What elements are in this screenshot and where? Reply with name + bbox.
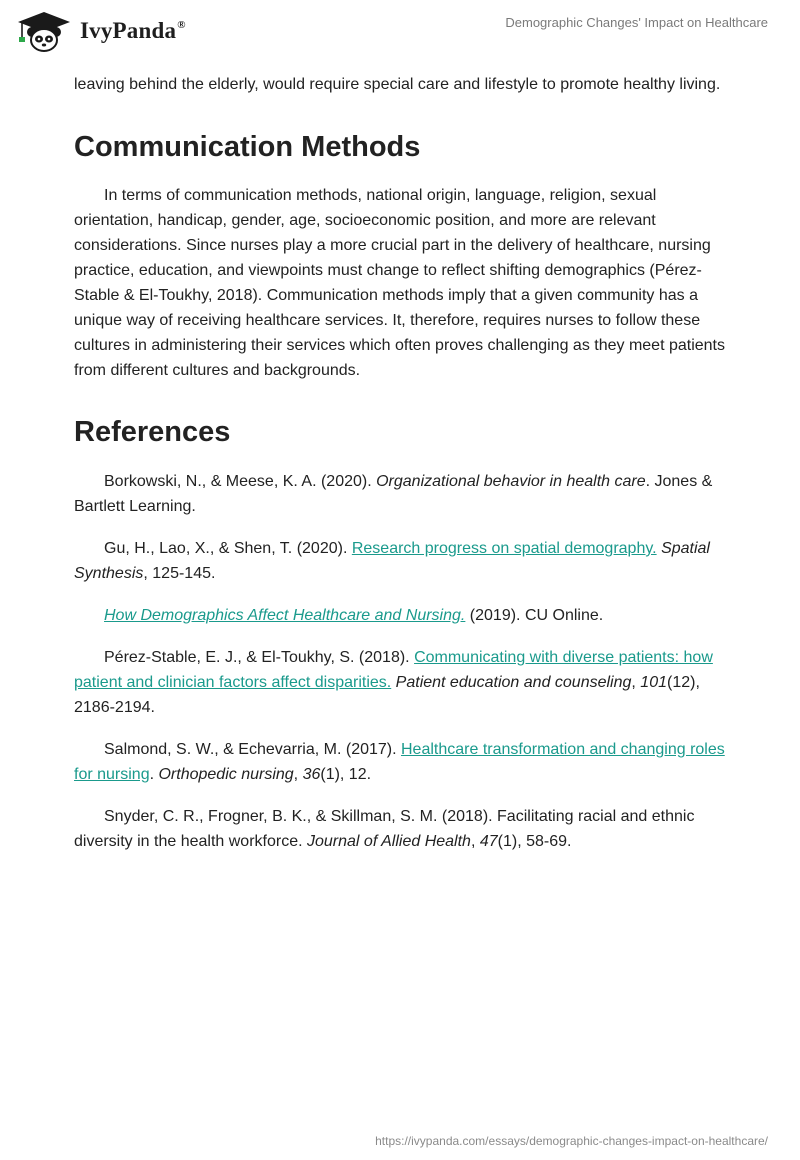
reference-item: Pérez-Stable, E. J., & El-Toukhy, S. (2018). Communicating with diverse patients: how patient and clinician factors affect disparities. Patient education and counseling, 101(12), 2186-2194. <box>74 649 713 716</box>
continuation-paragraph: leaving behind the elderly, would require special care and lifestyle to promote healthy living. <box>74 76 721 93</box>
reference-link[interactable]: How Demographics Affect Healthcare and Nursing. <box>104 607 466 624</box>
essay-content <box>74 72 726 871</box>
reference-item: Borkowski, N., & Meese, K. A. (2020). Organizational behavior in health care. Jones & Bartlett Learning. <box>74 473 713 515</box>
page-header <box>0 0 800 70</box>
references-heading: References <box>74 416 231 448</box>
panda-graduate-icon <box>14 10 74 52</box>
footer-url[interactable]: https://ivypanda.com/essays/demographic-changes-impact-on-healthcare/ <box>375 1134 768 1148</box>
document-title: Demographic Changes' Impact on Healthcare <box>505 15 768 30</box>
reference-link[interactable]: Healthcare transformation and changing roles for nursing <box>74 741 725 783</box>
reference-item: Snyder, C. R., Frogner, B. K., & Skillman, S. M. (2018). Facilitating racial and ethnic diversity in the health workforce. Journal of Allied Health, 47(1), 58-69. <box>74 808 695 850</box>
communication-methods-heading: Communication Methods <box>74 131 421 163</box>
reference-item: How Demographics Affect Healthcare and Nursing. (2019). CU Online. <box>104 607 604 624</box>
reference-link[interactable]: Communicating with diverse patients: how patient and clinician factors affect disparities. <box>74 649 713 691</box>
reference-item: Gu, H., Lao, X., & Shen, T. (2020). Research progress on spatial demography. Spatial Synthesis, 125-145. <box>74 540 710 582</box>
reference-item: Salmond, S. W., & Echevarria, M. (2017). Healthcare transformation and changing roles for nursing. Orthopedic nursing, 36(1), 12. <box>74 741 725 783</box>
logo-wordmark: IvyPanda® <box>80 18 186 43</box>
communication-paragraph: In terms of communication methods, national origin, language, religion, sexual orientation, handicap, gender, age, socioeconomic position, and more are relevant considerations. Since nurses play a more crucial part in the delivery of healthcare, nursing practice, education, and viewpoints must change to reflect shifting demographics (Pérez-Stable & El-Toukhy, 2018). Communication methods imply that a given community has a unique way of receiving healthcare services. It, therefore, requires nurses to follow these cultures in administering their services which often proves challenging as they meet patients from different cultures and backgrounds. <box>74 187 725 379</box>
reference-link[interactable]: Research progress on spatial demography. <box>351 540 657 557</box>
ivypanda-logo[interactable] <box>14 10 186 52</box>
